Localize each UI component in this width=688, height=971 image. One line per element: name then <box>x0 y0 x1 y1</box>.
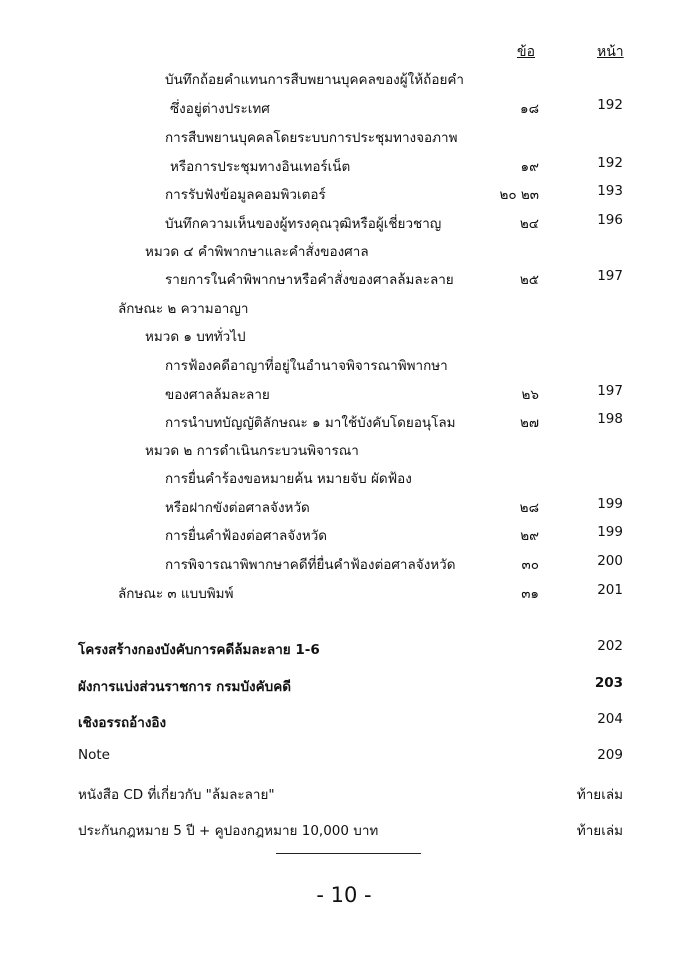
toc-entry <box>0 524 688 550</box>
appendix-label: เชิงอรรถอ้างอิง <box>78 715 167 731</box>
section-column-header: ข้อ <box>517 44 535 60</box>
entry-page: 199 <box>597 524 623 540</box>
entry-label: รายการในคำพิพากษาหรือคำสั่งของศาลล้มละลาย <box>165 272 454 288</box>
entry-section: ๒๔ <box>519 216 539 232</box>
entry-label: หรือฝากขังต่อศาลจังหวัด <box>165 500 310 516</box>
appendix-entry <box>0 747 688 773</box>
toc-entry <box>0 126 688 152</box>
entry-label: ซึ่งอยู่ต่างประเทศ <box>170 101 270 117</box>
appendix-page: ท้ายเล่ม <box>576 823 623 839</box>
entry-label: การนำบทบัญญัติลักษณะ ๑ มาใช้บังคับโดยอนุโลม <box>165 415 456 431</box>
toc-entry <box>0 354 688 380</box>
entry-section: ๒๙ <box>520 528 539 544</box>
entry-section: ๓๐ <box>521 557 539 573</box>
entry-section: ๑๘ <box>520 101 539 117</box>
appendix-entry <box>0 783 688 809</box>
entry-section: ๒๐ ๒๓ <box>499 187 539 203</box>
appendix-label: หนังสือ CD ที่เกี่ยวกับ "ล้มละลาย" <box>78 787 275 803</box>
appendix-label: โครงสร้างกองบังคับการคดีล้มละลาย 1-6 <box>78 642 320 658</box>
entry-label: การรับฟังข้อมูลคอมพิวเตอร์ <box>165 187 326 203</box>
toc-part-heading <box>0 582 688 608</box>
entry-page: 192 <box>597 97 623 113</box>
entry-section: ๒๕ <box>519 272 539 288</box>
appendix-page: ท้ายเล่ม <box>576 787 623 803</box>
appendix-label: Note <box>78 747 110 763</box>
entry-page: 199 <box>597 496 623 512</box>
toc-entry <box>0 496 688 522</box>
toc-entry <box>0 268 688 294</box>
entry-page: 197 <box>597 268 623 284</box>
chapter-label: หมวด ๔ คำพิพากษาและคำสั่งของศาล <box>145 244 369 260</box>
entry-page: 201 <box>597 582 623 598</box>
chapter-label: หมวด ๒ การดำเนินกระบวนพิจารณา <box>145 443 359 459</box>
entry-page: 200 <box>597 553 623 569</box>
toc-chapter-heading <box>0 325 688 351</box>
entry-page: 196 <box>597 212 623 228</box>
toc-entry <box>0 212 688 238</box>
page-number: - 10 - <box>316 883 372 907</box>
appendix-page: 204 <box>597 711 623 727</box>
entry-section: ๓๑ <box>521 586 539 602</box>
entry-section: ๒๘ <box>519 500 539 516</box>
entry-section: ๒๗ <box>519 415 539 431</box>
entry-label: การยื่นคำฟ้องต่อศาลจังหวัด <box>165 528 328 544</box>
entry-section: ๑๙ <box>520 159 539 175</box>
entry-label: บันทึกถ้อยคำแทนการสืบพยานบุคคลของผู้ให้ถ้อยคำ <box>165 72 464 88</box>
entry-label: การสืบพยานบุคคลโดยระบบการประชุมทางจอภาพ <box>165 130 458 146</box>
entry-label: การพิจารณาพิพากษาคดีที่ยื่นคำฟ้องต่อศาลจังหวัด <box>165 557 456 573</box>
appendix-entry <box>0 711 688 737</box>
toc-chapter-heading <box>0 240 688 266</box>
toc-entry <box>0 155 688 181</box>
toc-part-heading <box>0 297 688 323</box>
entry-label: การยื่นคำร้องขอหมายค้น หมายจับ ผัดฟ้อง <box>165 471 412 487</box>
entry-page: 198 <box>597 411 623 427</box>
toc-entry <box>0 97 688 123</box>
toc-entry <box>0 68 688 94</box>
entry-label: การฟ้องคดีอาญาที่อยู่ในอำนาจพิจารณาพิพากษา <box>165 358 448 374</box>
entry-page: 192 <box>597 155 623 171</box>
entry-label: ของศาลล้มละลาย <box>165 387 270 403</box>
appendix-entry <box>0 638 688 664</box>
entry-label: หรือการประชุมทางอินเทอร์เน็ต <box>170 159 351 175</box>
footer-divider <box>276 853 421 854</box>
appendix-page: 209 <box>597 747 623 763</box>
appendix-page: 203 <box>594 675 623 691</box>
appendix-page: 202 <box>597 638 623 654</box>
page-column-header: หน้า <box>597 44 624 60</box>
entry-label: บันทึกความเห็นของผู้ทรงคุณวุฒิหรือผู้เชี่ยวชาญ <box>165 216 442 232</box>
part-label: ลักษณะ ๒ ความอาญา <box>118 301 249 317</box>
entry-page: 193 <box>597 183 623 199</box>
entry-page: 197 <box>597 383 623 399</box>
toc-entry <box>0 553 688 579</box>
toc-entry <box>0 467 688 493</box>
part-label: ลักษณะ ๓ แบบพิมพ์ <box>118 586 234 602</box>
toc-chapter-heading <box>0 439 688 465</box>
appendix-entry <box>0 675 688 701</box>
toc-entry <box>0 383 688 409</box>
toc-entry <box>0 411 688 437</box>
appendix-label: ผังการแบ่งส่วนราชการ กรมบังคับคดี <box>78 679 292 695</box>
appendix-entry <box>0 819 688 845</box>
toc-entry <box>0 183 688 209</box>
entry-section: ๒๖ <box>521 387 539 403</box>
chapter-label: หมวด ๑ บททั่วไป <box>145 329 246 345</box>
appendix-label: ประกันกฎหมาย 5 ปี + คูปองกฎหมาย 10,000 บาท <box>78 823 379 839</box>
